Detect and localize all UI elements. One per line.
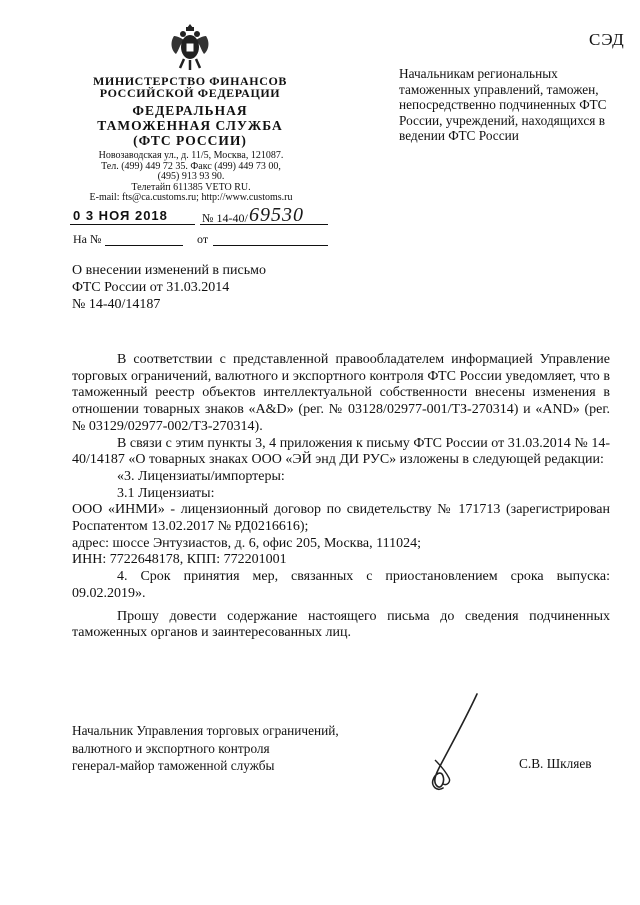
paragraph-2: В связи с этим пункты 3, 4 приложения к письму ФТС России от 31.03.2014 № 14-40/14187 «О товарных знаках ООО «ЭЙ энд ДИ РУС» изложены в следующей редакции:	[72, 435, 610, 468]
ministry-line-2: РОССИЙСКОЙ ФЕДЕРАЦИИ	[99, 86, 281, 100]
address-line: Новозаводская ул., д. 11/5, Москва, 121087.	[98, 150, 284, 161]
subject-line-3: № 14-40/14187	[72, 297, 161, 312]
paragraph-3: «3. Лицензиаты/импортеры:	[117, 468, 285, 484]
service-line-2: ТАМОЖЕННАЯ СЛУЖБА	[97, 118, 283, 133]
recipient-block: Начальникам региональных таможенных управлений, таможен, непосредственно подчиненных ФТС России, учреждений, находящихся в ведении ФТС России	[399, 66, 607, 144]
reference-label: На №	[73, 232, 102, 246]
signer-name: С.В. Шкляев	[519, 756, 592, 771]
signer-title-line-3: генерал-майор таможенной службы	[72, 758, 275, 773]
subject-block	[72, 262, 302, 313]
paragraph-1: В соответствии с представленной правообладателем информацией Управление торговых ограничений, валютного и экспортного контроля ФТС России уведомляет, что в таможенный реестр объектов интеллектуальной собственности внесены изменения в отношении товарных знаков «A&D» (рег. № 03128/02977-001/ТЗ-270314) и «AND» (рег. № 03129/02977-002/ТЗ-270314).	[72, 352, 610, 434]
coat-of-arms-icon	[166, 20, 214, 74]
paragraph-7: ИНН: 7722648178, КПП: 772201001	[72, 552, 287, 568]
date-underline	[70, 224, 195, 225]
service-line-3: (ФТС РОССИИ)	[133, 133, 247, 148]
signer-title-line-1: Начальник Управления торговых ограничений,	[72, 723, 339, 738]
signature-icon	[415, 690, 495, 800]
date-stamp: 0 3 НОЯ 2018	[73, 208, 168, 223]
paragraph-9: Прошу довести содержание настоящего письма до сведения подчиненных таможенных органов и заинтересованных лиц.	[72, 608, 610, 641]
subject-line-2: ФТС России от 31.03.2014	[72, 280, 230, 295]
signer-title	[72, 722, 392, 775]
corner-mark: СЭД	[589, 30, 625, 49]
reference-date-underline	[213, 245, 328, 246]
paragraph-4: 3.1 Лицензиаты:	[117, 485, 215, 501]
email-line: E-mail: fts@ca.customs.ru; http://www.customs.ru	[89, 192, 293, 204]
paragraph-6: адрес: шоссе Энтузиастов, д. 6, офис 205, Москва, 111024;	[72, 535, 421, 551]
letter-body	[72, 352, 610, 642]
reference-date-label: от	[197, 232, 209, 246]
signer-title-line-2: валютного и экспортного контроля	[72, 740, 270, 756]
phone-line: Тел. (499) 449 72 35. Факс (499) 449 73 00,	[101, 160, 281, 172]
phone-line-2: (495) 913 93 90.	[157, 171, 225, 183]
paragraph-8: 4. Срок принятия мер, связанных с приостановлением срока выпуска: 09.02.2019».	[72, 569, 610, 601]
teletype-line: Телетайп 611385 VETO RU.	[131, 181, 251, 193]
contact-info	[56, 151, 326, 204]
ministry-name	[60, 75, 320, 99]
paragraph-5: ООО «ИНМИ» - лицензионный договор по свидетельству № 171713 (зарегистрирован Роспатентом 13.02.2017 № РД0216616);	[72, 502, 610, 535]
reference-underline	[105, 245, 183, 246]
number-underline	[200, 224, 328, 225]
number-value: 69530	[249, 204, 304, 226]
ministry-line-1: МИНИСТЕРСТВО ФИНАНСОВ	[92, 74, 288, 88]
service-line-1: ФЕДЕРАЛЬНАЯ	[132, 103, 248, 118]
subject-line-1: О внесении изменений в письмо	[72, 263, 266, 278]
service-name	[60, 103, 320, 148]
number-label: № 14-40/	[202, 211, 248, 225]
